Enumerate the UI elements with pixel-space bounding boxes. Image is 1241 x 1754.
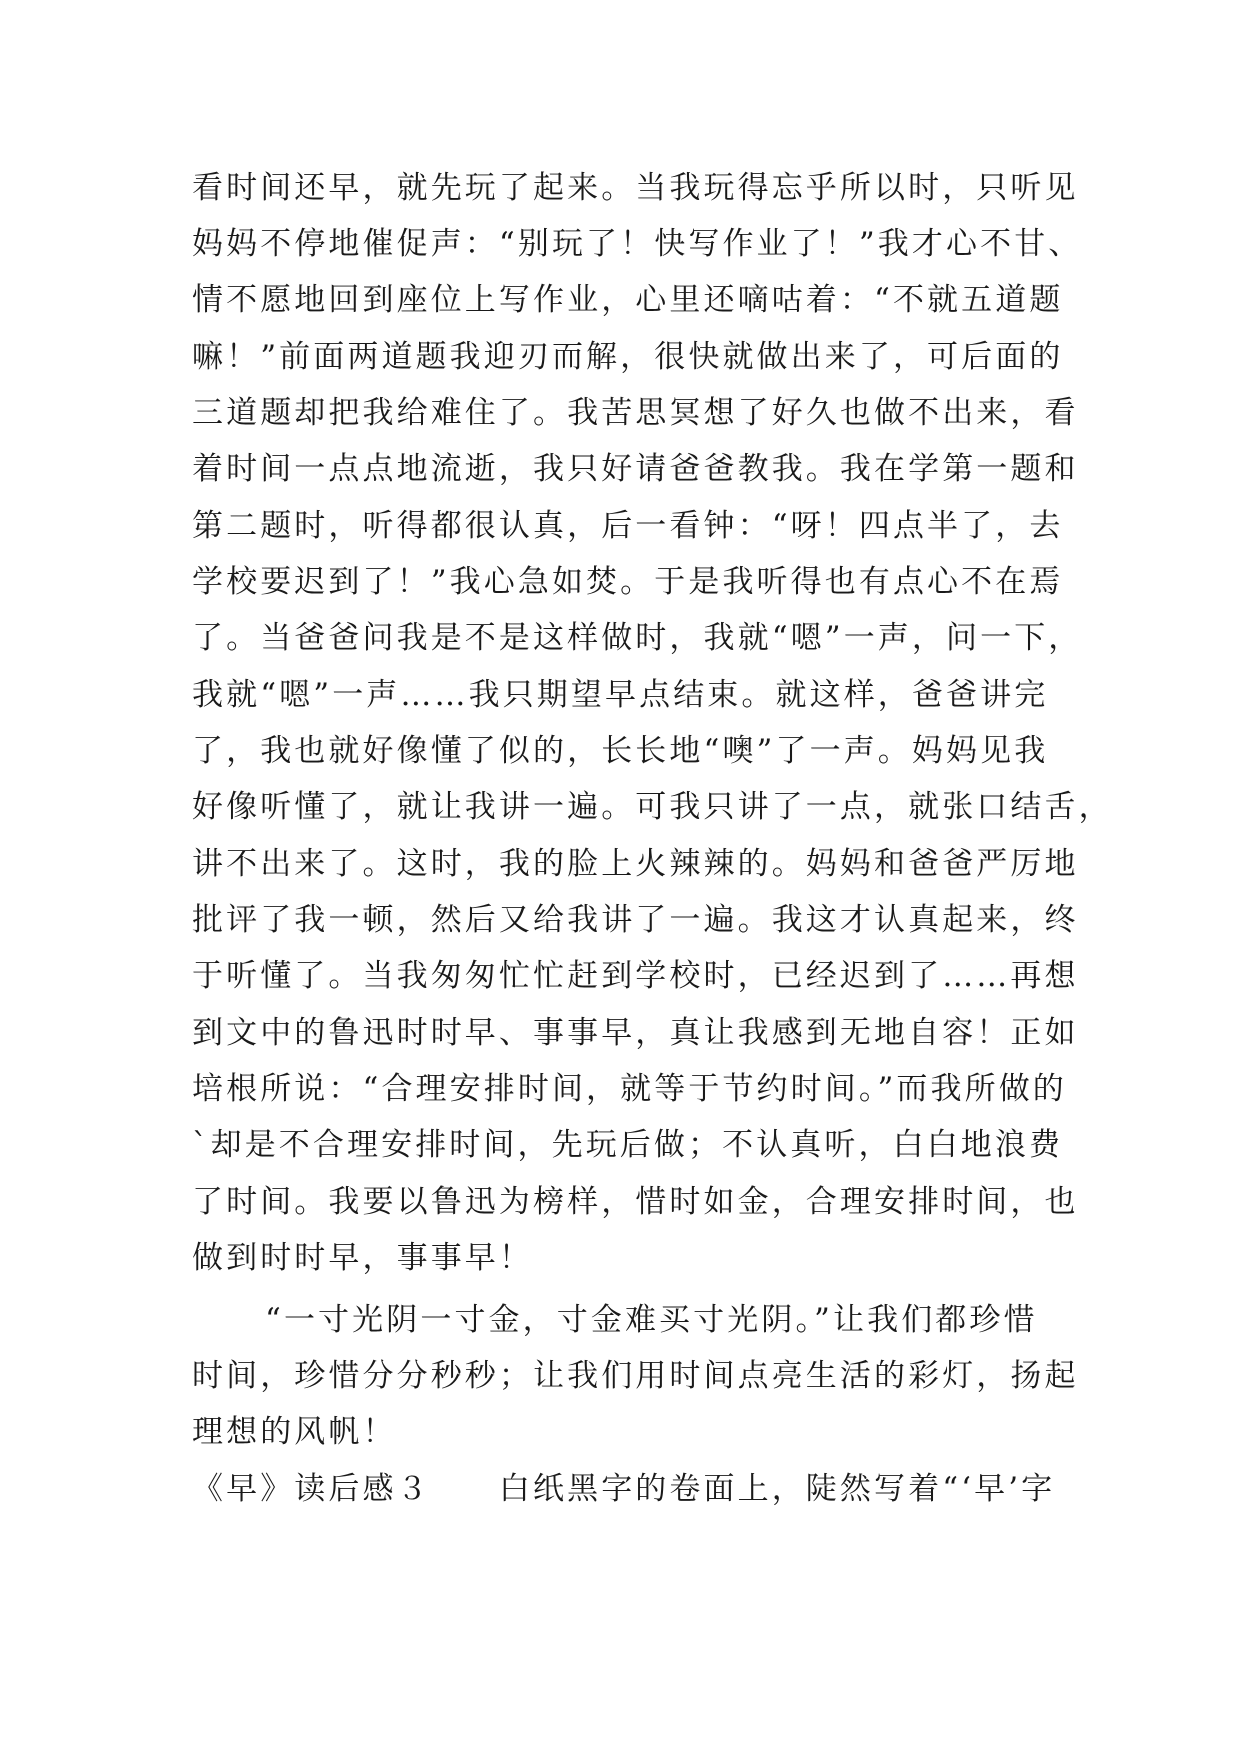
text-line: “一寸光阴一寸金，寸金难买寸光阴。”让我们都珍惜 (265, 1302, 1038, 1338)
text-line: 着时间一点点地流逝，我只好请爸爸教我。我在学第一题和 (192, 451, 1079, 487)
text-line: 看时间还早，就先玩了起来。当我玩得忘乎所以时，只听见 (192, 170, 1079, 206)
text-line: 情不愿地回到座位上写作业，心里还嘀咕着：“不就五道题 (192, 282, 1064, 318)
text-line: 嘛！”前面两道题我迎刃而解，很快就做出来了，可后面的 (192, 339, 1064, 375)
text-line: 三道题却把我给难住了。我苦思冥想了好久也做不出来，看 (192, 395, 1079, 431)
text-line: 好像听懂了，就让我讲一遍。可我只讲了一点，就张口结舌， (192, 789, 1113, 825)
text-line: 《早》读后感３ 白纸黑字的卷面上，陡然写着“‘早’字 (192, 1471, 1056, 1507)
text-line: 讲不出来了。这时，我的脸上火辣辣的。妈妈和爸爸严厉地 (192, 846, 1079, 882)
text-line: `却是不合理安排时间，先玩后做；不认真听，白白地浪费 (192, 1127, 1064, 1163)
text-line: 做到时时早，事事早！ (192, 1240, 533, 1276)
text-line: 了，我也就好像懂了似的，长长地“噢”了一声。妈妈见我 (192, 733, 1049, 769)
text-line: 到文中的鲁迅时时早、事事早，真让我感到无地自容！正如 (192, 1015, 1079, 1051)
text-line: 第二题时，听得都很认真，后一看钟：“呀！四点半了，去 (192, 508, 1064, 544)
text-line: 了时间。我要以鲁迅为榜样，惜时如金，合理安排时间，也 (192, 1184, 1079, 1220)
text-line: 了。当爸爸问我是不是这样做时，我就“嗯”一声，问一下， (192, 620, 1083, 656)
text-line: 批评了我一顿，然后又给我讲了一遍。我这才认真起来，终 (192, 902, 1079, 938)
text-line: 我就“嗯”一声……我只期望早点结束。就这样，爸爸讲完 (192, 677, 1049, 713)
text-line: 培根所说：“合理安排时间，就等于节约时间。”而我所做的 (192, 1071, 1067, 1107)
text-line: 妈妈不停地催促声：“别玩了！快写作业了！”我才心不甘、 (192, 226, 1083, 262)
text-line: 于听懂了。当我匆匆忙忙赶到学校时，已经迟到了……再想 (192, 958, 1079, 994)
text-line: 理想的风帆！ (192, 1414, 397, 1450)
text-line: 学校要迟到了！”我心急如焚。于是我听得也有点心不在焉 (192, 564, 1064, 600)
text-line: 时间，珍惜分分秒秒；让我们用时间点亮生活的彩灯，扬起 (192, 1358, 1079, 1394)
